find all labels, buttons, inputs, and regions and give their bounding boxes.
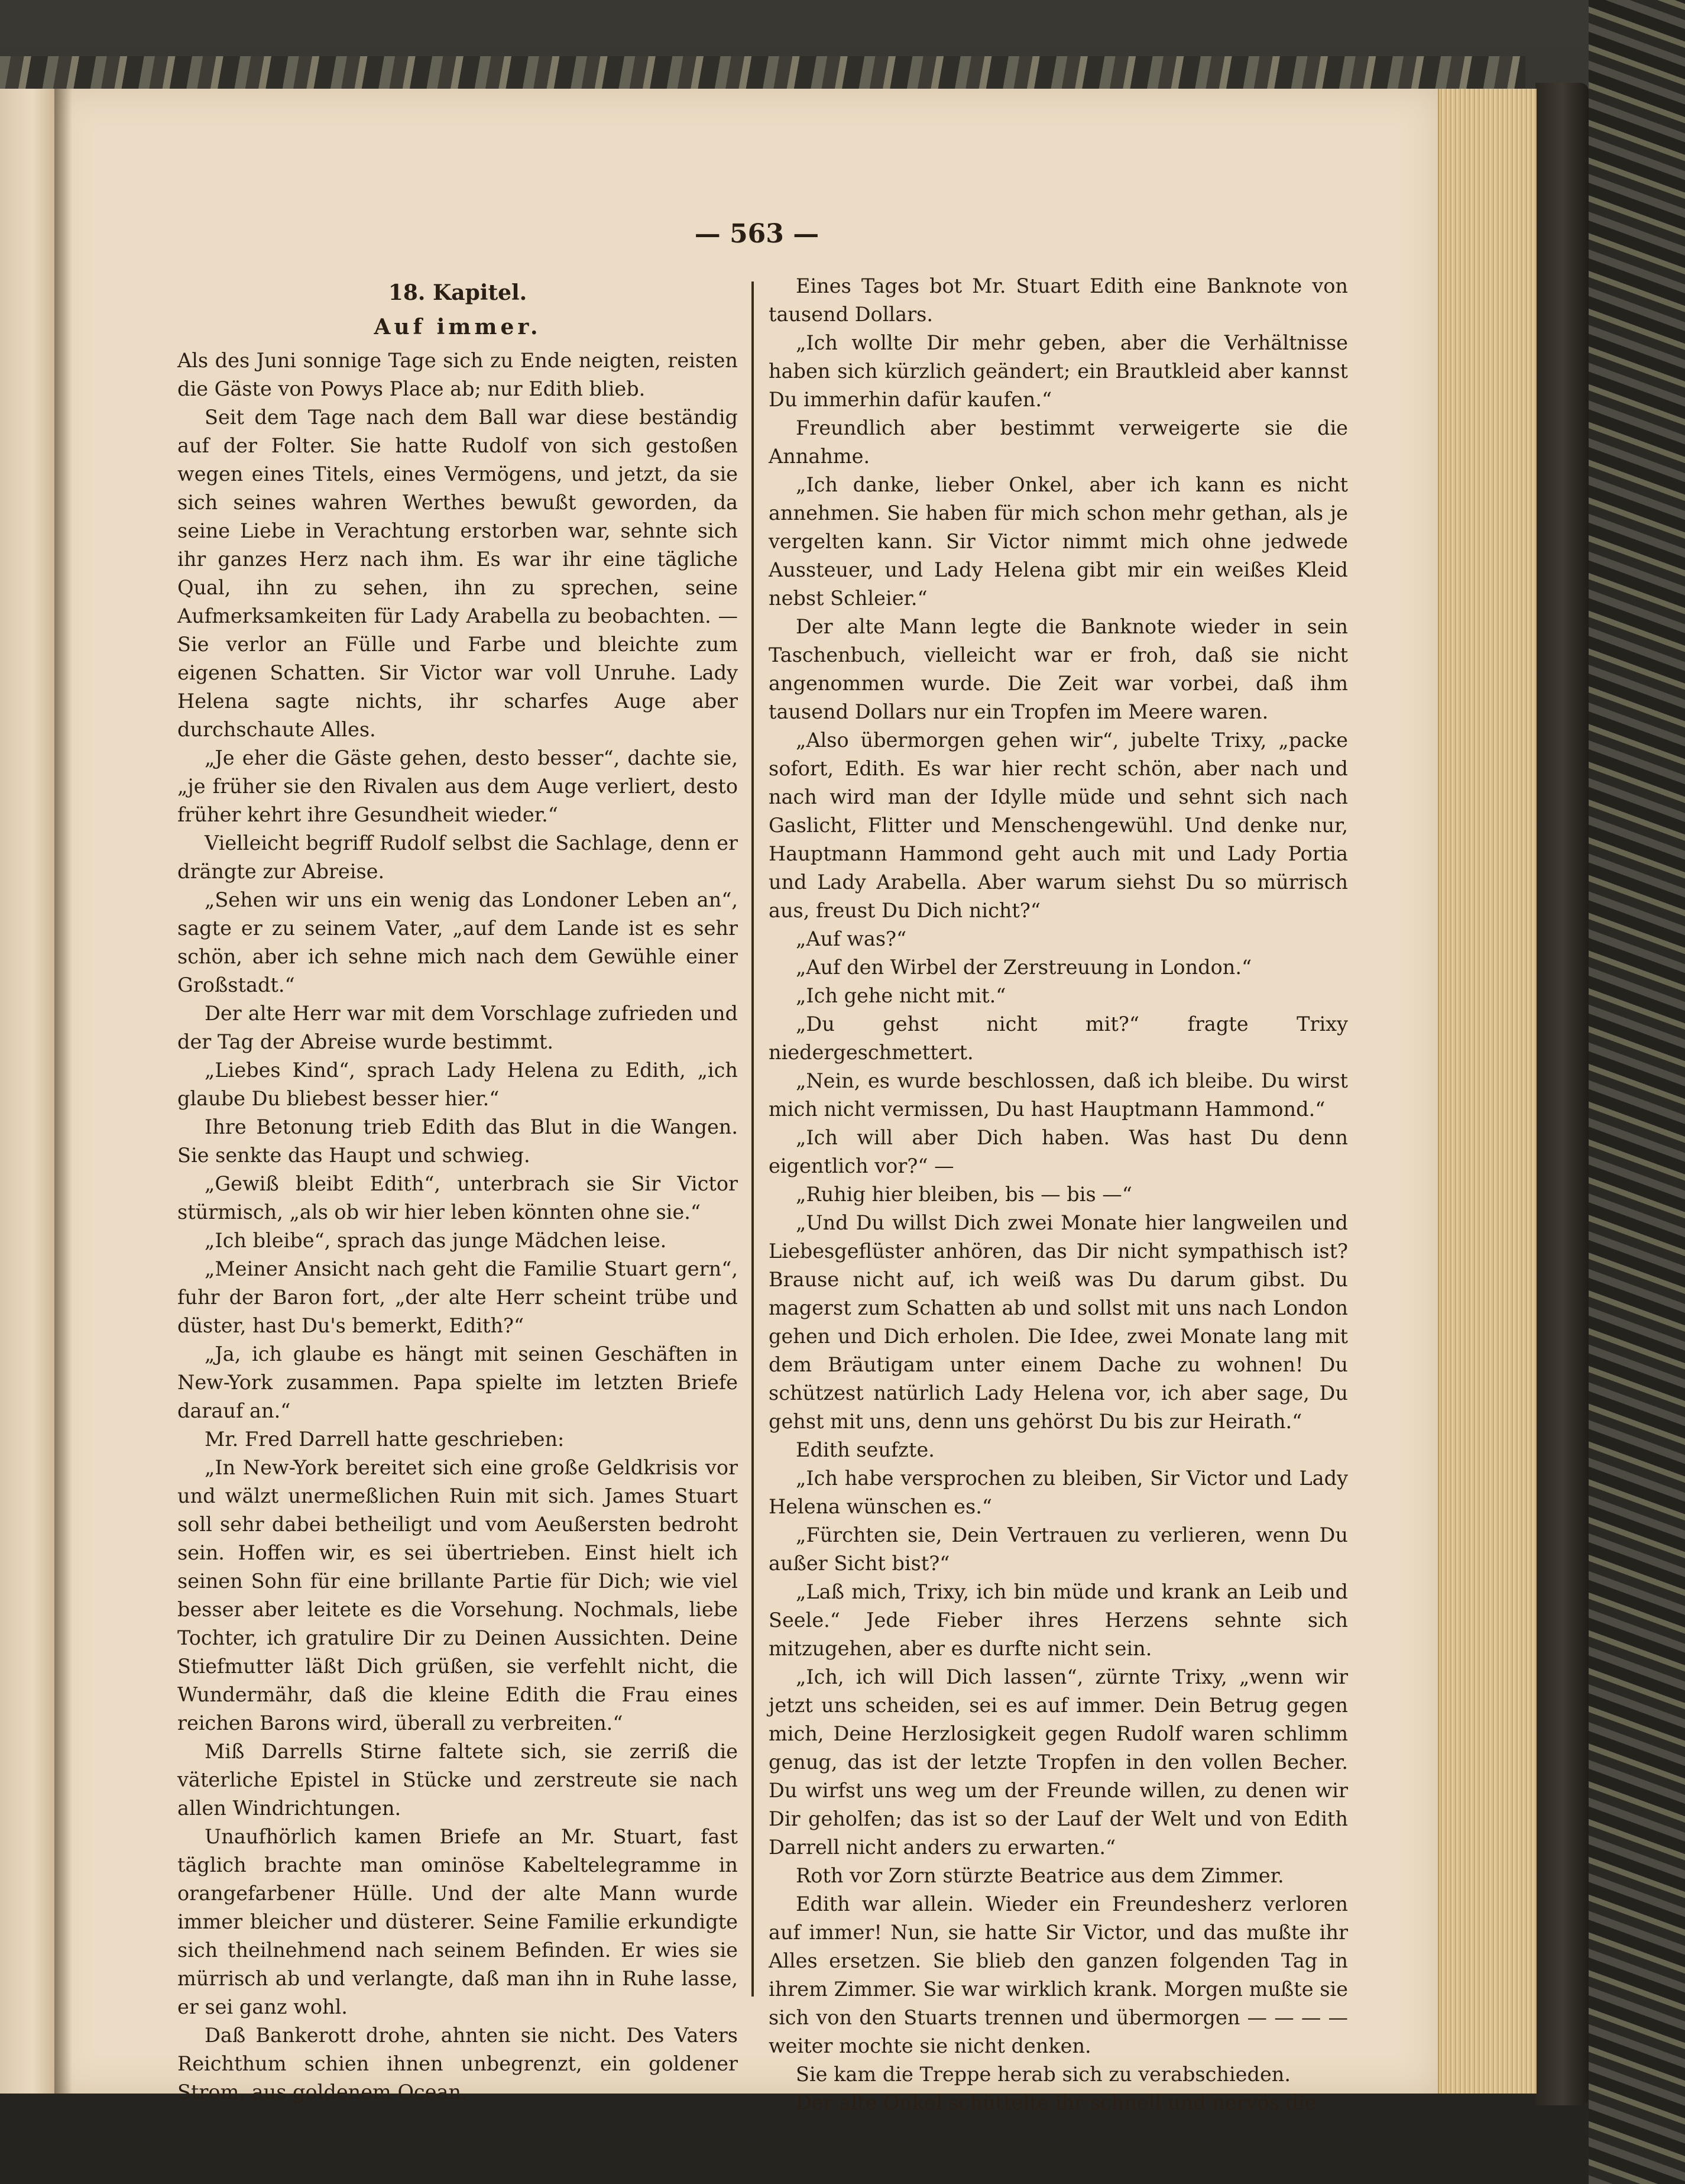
paragraph: „Je eher die Gäste gehen, desto besser“, dachte sie, „je früher sie den Rivalen aus dem Auge verliert, desto früher kehrt ihre Gesundheit wieder.“	[177, 746, 738, 826]
paragraph: Miß Darrells Stirne faltete sich, sie zerriß die väterliche Epistel in Stücke und zerstreute sie nach allen Windrichtungen.	[177, 1740, 738, 1820]
spine-shadow	[54, 89, 72, 2094]
paragraph: „Sehen wir uns ein wenig das Londoner Leben an“, sagte er zu seinem Vater, „auf dem Lande ist es sehr schön, aber ich sehne mich nach dem Gewühle einer Großstadt.“	[177, 888, 738, 996]
paragraph: „Auf den Wirbel der Zerstreuung in London.“	[796, 956, 1252, 979]
paragraph: Der alte Herr war mit dem Vorschlage zufrieden und der Tag der Abreise wurde bestimmt.	[177, 1002, 738, 1053]
paragraph: Eines Tages bot Mr. Stuart Edith eine Banknote von tausend Dollars.	[769, 274, 1348, 326]
paragraph: Als des Juni sonnige Tage sich zu Ende neigten, reisten die Gäste von Powys Place ab; nur Edith blieb.	[177, 349, 738, 400]
paragraph: Seit dem Tage nach dem Ball war diese beständig auf der Folter. Sie hatte Rudolf von sich gestoßen wegen eines Titels, eines Vermögens, und jetzt, da sie sich seines wahren Werthes bewußt geworden, da seine Liebe in Verachtung erstorben war, sehnte sich ihr ganzes Herz nach ihm. Es war ihr eine tägliche Qual, ihn zu sehen, ihn zu sprechen, seine Aufmerksamkeiten für Lady Arabella zu beobachten. — Sie verlor an Fülle und Farbe und bleichte zum eigenen Schatten. Sir Victor war voll Unruhe. Lady Helena sagte nichts, ihr scharfes Auge aber durchschaute Alles.	[177, 406, 738, 741]
page-number: — 563 —	[694, 219, 819, 249]
paragraph: Vielleicht begriff Rudolf selbst die Sachlage, denn er drängte zur Abreise.	[177, 831, 738, 883]
book-cover-edge	[1535, 83, 1589, 2105]
paragraph: Unaufhörlich kamen Briefe an Mr. Stuart, fast täglich brachte man ominöse Kabeltelegramme in orangefarbener Hülle. Und der alte Mann wurde immer bleicher und düsterer. Seine Familie erkundigte sich theilnehmend nach seinem Befinden. Er wies sie mürrisch ab und verlangte, daß man ihn in Ruhe lasse, er sei ganz wohl.	[177, 1825, 738, 2018]
chapter-title: Auf immer.	[374, 315, 542, 339]
paragraph: „Ich will aber Dich haben. Was hast Du denn eigentlich vor?“ —	[769, 1126, 1348, 1177]
paragraph: Freundlich aber bestimmt verweigerte sie die Annahme.	[769, 416, 1348, 468]
paragraph: „Und Du willst Dich zwei Monate hier langweilen und Liebesgeflüster anhören, das Dir nicht sympathisch ist? Brause nicht auf, ich weiß was Du darum gibst. Du magerst zum Schatten ab und sollst mit uns nach London gehen und Dich erholen. Die Idee, zwei Monate lang mit dem Bräutigam unter einem Dache zu wohnen! Du schützest natürlich Lady Helena vor, ich aber sage, Du gehst mit uns, denn uns gehörst Du bis zur Heirath.“	[769, 1211, 1348, 1433]
page-block-edges	[1438, 89, 1537, 2094]
paragraph: Der alte Onkel schüttelte ihr schnell und nervös die	[796, 2091, 1317, 2114]
right-text-column	[769, 272, 1348, 2117]
paragraph: „Ich bleibe“, sprach das junge Mädchen leise.	[205, 1229, 667, 1252]
paragraph: Ihre Betonung trieb Edith das Blut in die Wangen. Sie senkte das Haupt und schwieg.	[177, 1115, 738, 1167]
paragraph: „In New-York bereitet sich eine große Geldkrisis vor und wälzt unermeßlichen Ruin mit sich. James Stuart soll sehr dabei betheiligt und vom Aeußersten bedroht sein. Hoffen wir, es sei übertrieben. Einst hielt ich seinen Sohn für eine brillante Partie für Dich; wie viel besser aber leitete es die Vorsehung. Nochmals, liebe Tochter, ich gratulire Dir zu Deinen Aussichten. Deine Stiefmutter läßt Dich grüßen, sie verfehlt nicht, die Wundermähr, daß die kleine Edith die Frau eines reichen Barons wird, überall zu verbreiten.“	[177, 1456, 738, 1735]
chapter-heading: 18. Kapitel.	[388, 280, 527, 305]
paragraph: „Ich habe versprochen zu bleiben, Sir Victor und Lady Helena wünschen es.“	[769, 1467, 1348, 1518]
paragraph: „Ich gehe nicht mit.“	[796, 984, 1006, 1007]
paragraph: „Meiner Ansicht nach geht die Familie Stuart gern“, fuhr der Baron fort, „der alte Herr scheint trübe und düster, hast Du's bemerkt, Edith?“	[177, 1257, 738, 1337]
paragraph: „Ja, ich glaube es hängt mit seinen Geschäften in New-York zusammen. Papa spielte im letzten Briefe darauf an.“	[177, 1342, 738, 1422]
paragraph: Der alte Mann legte die Banknote wieder in sein Taschenbuch, vielleicht war er froh, daß sie nicht angenommen wurde. Die Zeit war vorbei, daß ihm tausend Dollars nur ein Tropfen im Meere waren.	[769, 615, 1348, 723]
paragraph: „Fürchten sie, Dein Vertrauen zu verlieren, wenn Du außer Sicht bist?“	[769, 1523, 1348, 1575]
left-text-column	[177, 272, 738, 2107]
paragraph: „Gewiß bleibt Edith“, unterbrach sie Sir Victor stürmisch, „als ob wir hier leben könnten ohne sie.“	[177, 1172, 738, 1224]
paragraph: „Ruhig hier bleiben, bis — bis —“	[796, 1183, 1132, 1206]
paragraph: „Ich wollte Dir mehr geben, aber die Verhältnisse haben sich kürzlich geändert; ein Brautkleid aber kannst Du immerhin dafür kaufen.“	[769, 331, 1348, 411]
paragraph: Edith seufzte.	[796, 1438, 935, 1461]
paragraph: „Ich danke, lieber Onkel, aber ich kann es nicht annehmen. Sie haben für mich schon mehr gethan, als je vergelten kann. Sir Victor nimmt mich ohne jedwede Aussteuer, und Lady Helena gibt mir ein weißes Kleid nebst Schleier.“	[769, 473, 1348, 610]
paragraph: „Nein, es wurde beschlossen, daß ich bleibe. Du wirst mich nicht vermissen, Du hast Hauptmann Hammond.“	[769, 1069, 1348, 1121]
paragraph: Daß Bankerott drohe, ahnten sie nicht. Des Vaters Reichthum schien ihnen unbegrenzt, ein goldener Strom, aus goldenem Ocean.	[177, 2024, 738, 2104]
paragraph: „Du gehst nicht mit?“ fragte Trixy niedergeschmettert.	[769, 1012, 1348, 1064]
facing-page-edge	[0, 89, 56, 2094]
paragraph: Mr. Fred Darrell hatte geschrieben:	[205, 1428, 565, 1451]
paragraph: Roth vor Zorn stürzte Beatrice aus dem Zimmer.	[796, 1864, 1284, 1887]
paragraph: Edith war allein. Wieder ein Freundesherz verloren auf immer! Nun, sie hatte Sir Victor, und das mußte ihr Alles ersetzen. Sie blieb den ganzen folgenden Tag in ihrem Zimmer. Sie war wirklich krank. Morgen mußte sie sich von den Stuarts trennen und übermorgen — — — — weiter mochte sie nicht denken.	[769, 1892, 1348, 2057]
paragraph: Sie kam die Treppe herab sich zu verabschieden.	[796, 2063, 1291, 2086]
paragraph: „Ich, ich will Dich lassen“, zürnte Trixy, „wenn wir jetzt uns scheiden, sei es auf immer. Dein Betrug gegen mich, Deine Herzlosigkeit gegen Rudolf waren schlimm genug, das ist der letzte Tropfen in den vollen Becher. Du wirfst uns weg um der Freunde willen, zu denen wir Dir geholfen; das ist so der Lauf der Welt und von Edith Darrell nicht anders zu erwarten.“	[769, 1665, 1348, 1859]
paragraph: „Laß mich, Trixy, ich bin müde und krank an Leib und Seele.“ Jede Fieber ihres Herzens sehnte sich mitzugehen, aber es durfte nicht sein.	[769, 1580, 1348, 1660]
paragraph: „Also übermorgen gehen wir“, jubelte Trixy, „packe sofort, Edith. Es war hier recht schön, aber nach und nach wird man der Idylle müde und sehnt sich nach Gaslicht, Flitter und Menschengewühl. Und denke nur, Hauptmann Hammond geht auch mit und Lady Portia und Lady Arabella. Aber warum siehst Du so mürrisch aus, freust Du Dich nicht?“	[769, 729, 1348, 922]
paragraph: „Liebes Kind“, sprach Lady Helena zu Edith, „ich glaube Du bliebest besser hier.“	[177, 1059, 738, 1110]
paragraph: „Auf was?“	[796, 927, 907, 950]
marbled-board-right	[1589, 0, 1685, 2184]
column-divider	[751, 282, 754, 1997]
